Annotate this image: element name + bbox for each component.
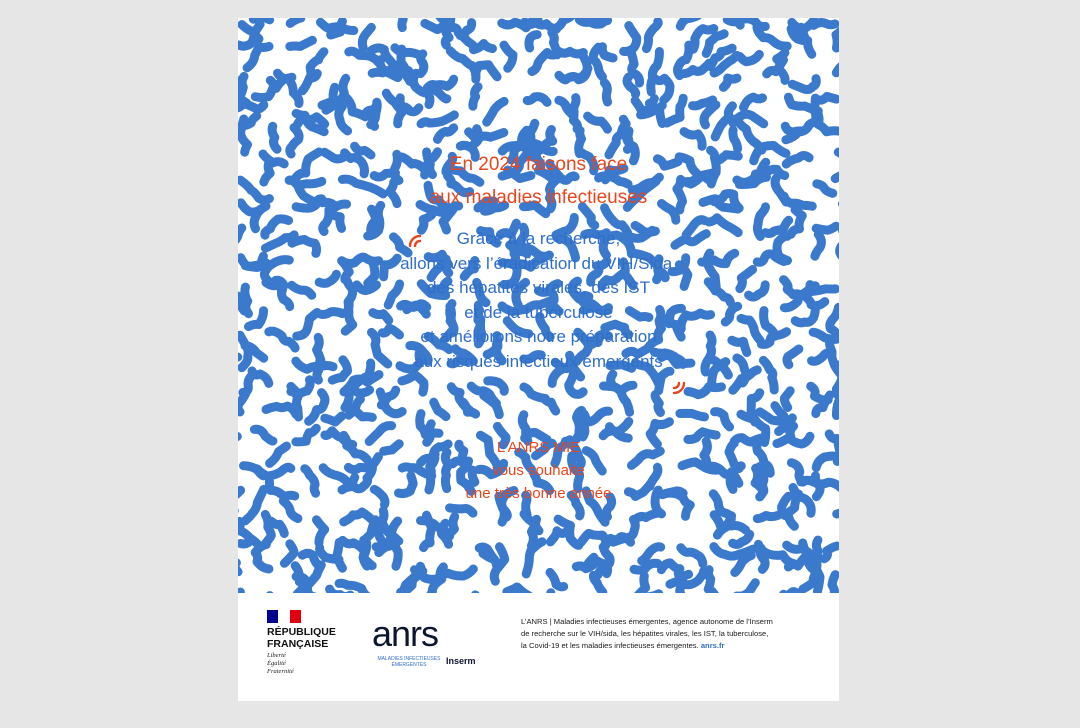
quote-line: Grâce à la recherche, — [456, 229, 621, 248]
inserm-wordmark: Inserm — [446, 656, 476, 666]
headline-line: En 2024 faisons face — [449, 154, 628, 175]
quote-line: et améliorons notre préparation — [420, 327, 657, 347]
quote-line: des hépatites virales, des IST — [426, 278, 650, 298]
description-line — [521, 640, 821, 652]
anrs-website-link[interactable]: anrs.fr — [700, 641, 725, 651]
anrs-subtitle — [374, 656, 444, 668]
anrs-logo — [372, 615, 482, 673]
new-year-wishes — [238, 436, 839, 505]
quote-line: et de la tuberculose — [464, 302, 613, 322]
quote-line: allons vers l’éradication du VIH/Sida, — [400, 253, 677, 273]
motto-line: Fraternité — [267, 668, 294, 675]
radio-waves-close-quote-icon — [670, 381, 688, 397]
headline-line: aux maladies infectieuses — [429, 187, 648, 208]
republique-title — [267, 626, 336, 650]
message-block — [238, 18, 839, 593]
description-text: la Covid-19 et les maladies infectieuses émergentes. — [521, 641, 699, 651]
motto-line: Égalité — [267, 660, 286, 667]
french-flag-icon — [267, 610, 301, 623]
anrs-wordmark: anrs — [372, 613, 439, 654]
republique-francaise-logo — [267, 610, 336, 676]
anrs-subtitle-line: ÉMERGENTES — [391, 662, 427, 668]
quote-text — [238, 227, 839, 375]
republique-motto — [267, 652, 336, 676]
headline — [238, 148, 839, 214]
description-line: L’ANRS | Maladies infectieuses émergentes, agence autonome de l’Inserm — [521, 617, 773, 626]
republique-line: RÉPUBLIQUE — [267, 626, 336, 638]
quote-line: aux risques infectieux émergents — [414, 351, 663, 371]
anrs-subtitle-line: MALADIES INFECTIEUSES — [377, 656, 441, 662]
motto-line: Liberté — [267, 652, 286, 659]
greeting-card — [238, 18, 839, 701]
wishes-line: vous souhaite — [492, 462, 585, 479]
footer — [238, 593, 839, 701]
republique-line: FRANÇAISE — [267, 638, 329, 650]
description-line: de recherche sur le VIH/sida, les hépatites virales, les IST, la tuberculose, — [521, 629, 769, 639]
agency-description — [521, 616, 821, 653]
wishes-line: une très bonne année — [465, 485, 612, 502]
wishes-line: L’ANRS MIE — [496, 439, 581, 456]
